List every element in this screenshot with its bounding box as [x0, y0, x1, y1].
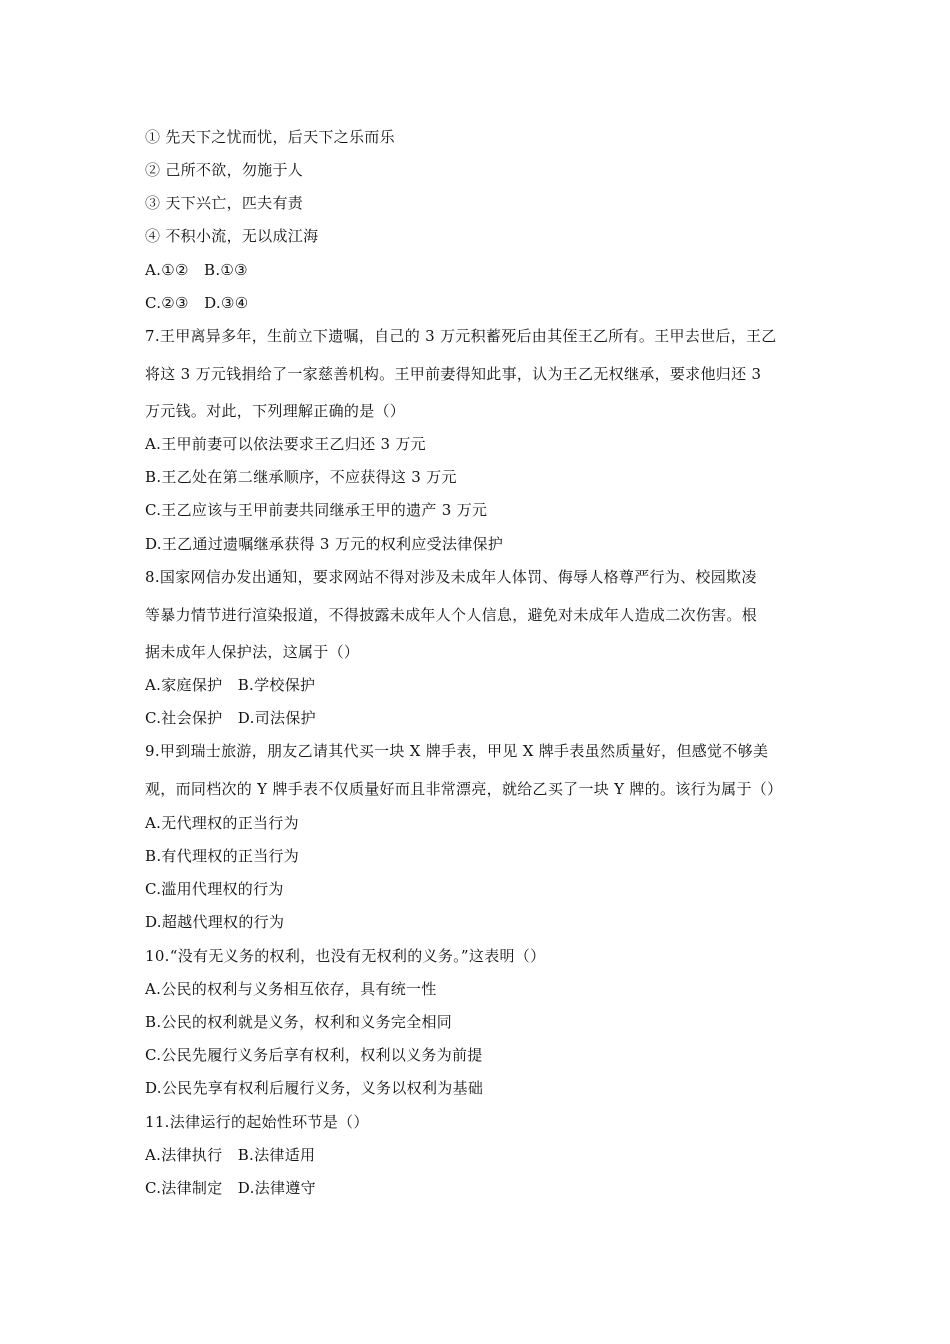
question-7-option-b: B.王乙处在第二继承顺序，不应获得这 3 万元 — [145, 468, 457, 486]
option-line-3: ③ 天下兴亡，匹夫有责 — [145, 194, 304, 212]
question-10-option-d: D.公民先享有权利后履行义务，义务以权利为基础 — [145, 1079, 484, 1097]
question-8-text-2: 等暴力情节进行渲染报道，不得披露未成年人个人信息，避免对未成年人造成二次伤害。根 — [145, 606, 758, 624]
question-7-option-a: A.王甲前妻可以依法要求王乙归还 3 万元 — [145, 435, 426, 453]
question-11-options-ab: A.法律执行 B.法律适用 — [145, 1146, 316, 1164]
question-9-text-1: 9.甲到瑞士旅游，朋友乙请其代买一块 X 牌手表，甲见 X 牌手表虽然质量好，但感觉不够美 — [145, 742, 769, 760]
question-9-text-2: 观，而同档次的 Y 牌手表不仅质量好而且非常漂亮，就给乙买了一块 Y 牌的。该行为属于（） — [145, 780, 783, 798]
question-10-option-a: A.公民的权利与义务相互依存，具有统一性 — [145, 980, 437, 998]
question-10-text: 10.“没有无义务的权利，也没有无权利的义务。”这表明（） — [145, 947, 546, 965]
answer-line-cd: C.②③ D.③④ — [145, 294, 249, 312]
question-7-text-1: 7.王甲离异多年，生前立下遗嘱，自己的 3 万元积蓄死后由其侄王乙所有。王甲去世后，王乙 — [145, 327, 777, 345]
question-11-text: 11.法律运行的起始性环节是（） — [145, 1113, 369, 1131]
question-9-option-c: C.滥用代理权的行为 — [145, 880, 284, 898]
question-8-options-cd: C.社会保护 D.司法保护 — [145, 709, 316, 727]
question-7-option-d: D.王乙通过遗嘱继承获得 3 万元的权利应受法律保护 — [145, 535, 504, 553]
answer-line-ab: A.①② B.①③ — [145, 261, 248, 279]
question-7-text-3: 万元钱。对此，下列理解正确的是（） — [145, 402, 406, 420]
option-line-1: ① 先天下之忧而忧，后天下之乐而乐 — [145, 128, 395, 146]
question-10-option-b: B.公民的权利就是义务，权利和义务完全相同 — [145, 1013, 453, 1031]
question-8-options-ab: A.家庭保护 B.学校保护 — [145, 676, 316, 694]
question-10-option-c: C.公民先履行义务后享有权利，权利以义务为前提 — [145, 1046, 483, 1064]
question-9-option-a: A.无代理权的正当行为 — [145, 814, 299, 832]
option-line-2: ② 己所不欲，勿施于人 — [145, 161, 304, 179]
question-8-text-1: 8.国家网信办发出通知，要求网站不得对涉及未成年人体罚、侮辱人格尊严行为、校园欺凌 — [145, 568, 757, 586]
question-9-option-b: B.有代理权的正当行为 — [145, 847, 300, 865]
question-7-text-2: 将这 3 万元钱捐给了一家慈善机构。王甲前妻得知此事，认为王乙无权继承，要求他归还 3 — [145, 365, 762, 383]
question-7-option-c: C.王乙应该与王甲前妻共同继承王甲的遗产 3 万元 — [145, 501, 488, 519]
question-8-text-3: 据未成年人保护法，这属于（） — [145, 643, 360, 661]
question-11-options-cd: C.法律制定 D.法律遵守 — [145, 1179, 316, 1197]
question-9-option-d: D.超越代理权的行为 — [145, 913, 285, 931]
option-line-4: ④ 不积小流，无以成江海 — [145, 227, 319, 245]
